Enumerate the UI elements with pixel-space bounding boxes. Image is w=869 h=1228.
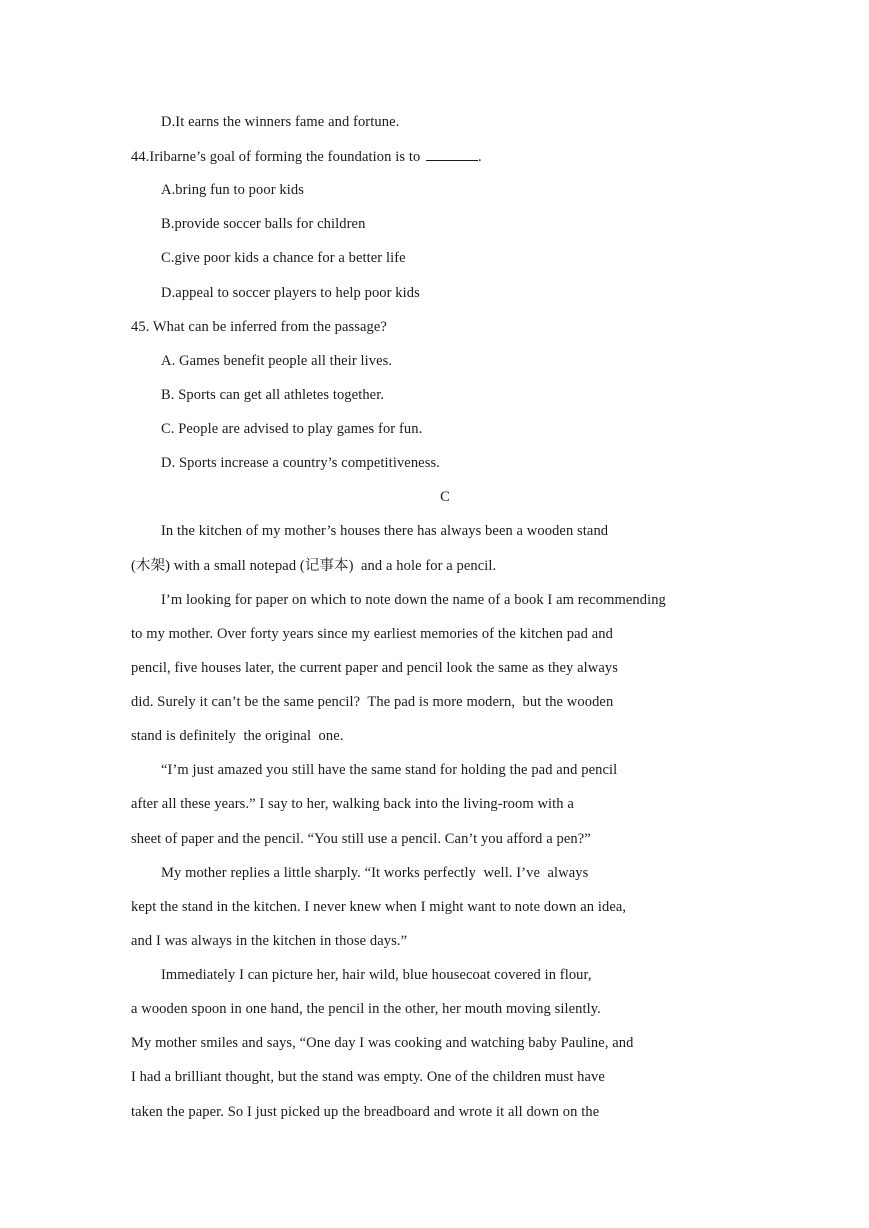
q44-option-b: B.provide soccer balls for children xyxy=(161,216,366,232)
passage-line: did. Surely it can’t be the same pencil? The pad is more modern, but the wooden xyxy=(131,694,614,710)
q44-option-d: D.appeal to soccer players to help poor kids xyxy=(161,285,420,301)
passage-line: and I was always in the kitchen in those days.” xyxy=(131,933,408,949)
passage-line: to my mother. Over forty years since my earliest memories of the kitchen pad and xyxy=(131,626,613,642)
passage-line: Immediately I can picture her, hair wild, blue housecoat covered in flour, xyxy=(161,967,592,983)
q43-option-d: D.It earns the winners fame and fortune. xyxy=(161,114,400,130)
passage-line: My mother smiles and says, “One day I was cooking and watching baby Pauline, and xyxy=(131,1035,634,1051)
q45-option-b: B. Sports can get all athletes together. xyxy=(161,387,385,403)
passage-line: In the kitchen of my mother’s houses there has always been a wooden stand xyxy=(161,523,609,539)
passage-line: a wooden spoon in one hand, the pencil in the other, her mouth moving silently. xyxy=(131,1001,601,1017)
passage-line: sheet of paper and the pencil. “You still use a pencil. Can’t you afford a pen?” xyxy=(131,831,591,847)
passage-line: My mother replies a little sharply. “It works perfectly well. I’ve always xyxy=(161,865,589,881)
passage-line: I had a brilliant thought, but the stand was empty. One of the children must have xyxy=(131,1069,605,1085)
q45-option-c: C. People are advised to play games for fun. xyxy=(161,421,423,437)
q44-option-a: A.bring fun to poor kids xyxy=(161,182,304,198)
answer-blank xyxy=(426,146,478,161)
passage-line: “I’m just amazed you still have the same stand for holding the pad and pencil xyxy=(161,762,618,778)
passage-line: after all these years.” I say to her, walking back into the living-room with a xyxy=(131,796,574,812)
q44-stem-end: . xyxy=(478,149,482,165)
q44-option-c: C.give poor kids a chance for a better life xyxy=(161,250,406,266)
q44-stem-text: 44.Iribarne’s goal of forming the foundation is to xyxy=(131,149,421,165)
passage-line: (木架) with a small notepad (记事本) and a hole for a pencil. xyxy=(131,558,497,574)
q45-option-a: A. Games benefit people all their lives. xyxy=(161,353,393,369)
passage-line: pencil, five houses later, the current paper and pencil look the same as they always xyxy=(131,660,618,676)
passage-line: kept the stand in the kitchen. I never knew when I might want to note down an idea, xyxy=(131,899,627,915)
section-heading: C xyxy=(440,489,450,505)
passage-line: stand is definitely the original one. xyxy=(131,728,344,744)
q45-option-d: D. Sports increase a country’s competitiveness. xyxy=(161,455,440,471)
passage-line: taken the paper. So I just picked up the breadboard and wrote it all down on the xyxy=(131,1104,600,1120)
q44-stem xyxy=(131,146,482,167)
q45-stem: 45. What can be inferred from the passage? xyxy=(131,319,387,335)
passage-line: I’m looking for paper on which to note down the name of a book I am recommending xyxy=(161,592,666,608)
